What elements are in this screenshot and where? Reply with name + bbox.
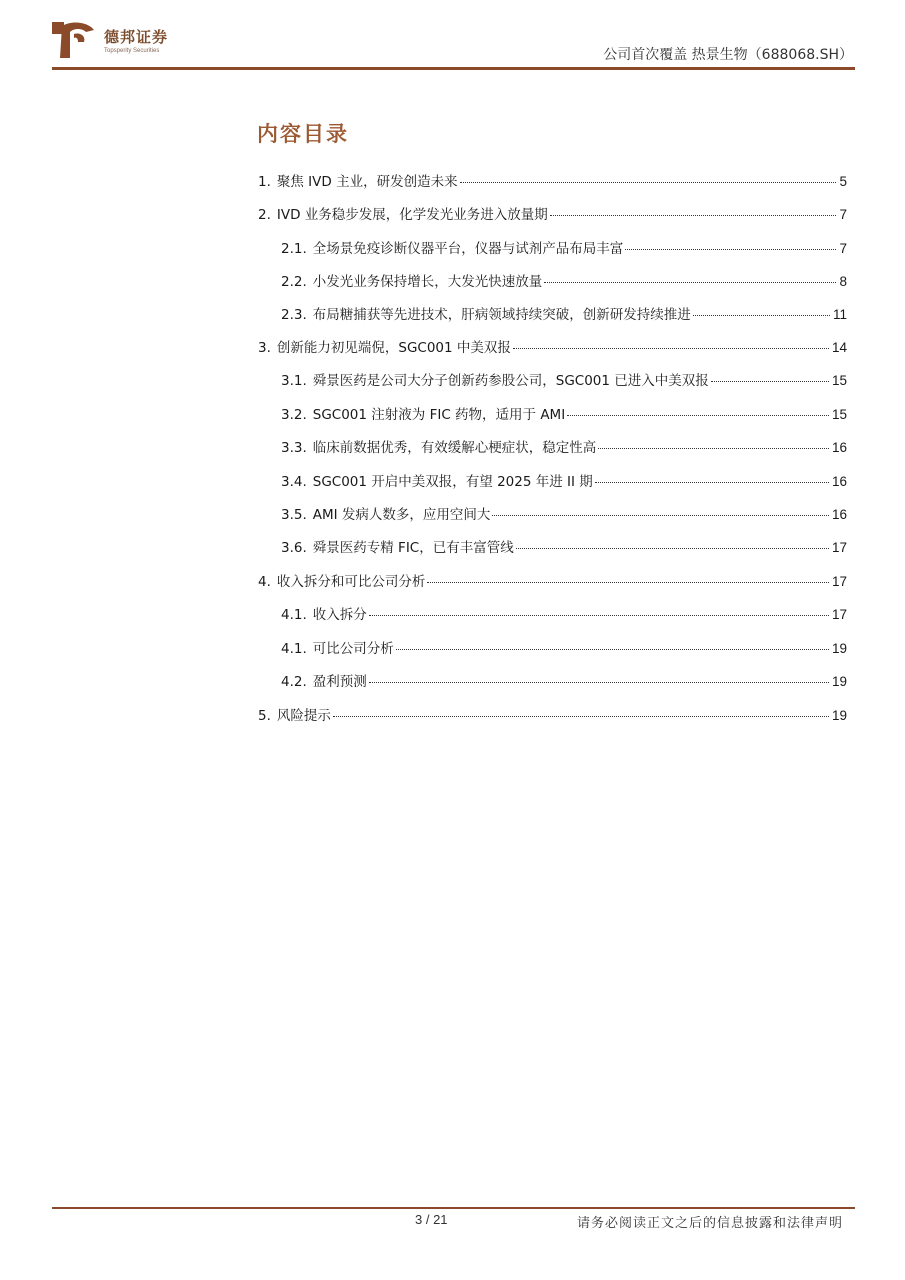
toc-entry[interactable] [281,237,847,257]
toc-entry-page: 17 [831,574,847,589]
toc-entry[interactable] [281,403,847,423]
header-divider [52,67,855,70]
toc-entry-text: 舜景医药是公司大分子创新药参股公司，SGC001 已进入中美双报 [312,373,709,389]
toc-entry-number: 3. [258,340,271,356]
toc-entry[interactable] [281,436,847,456]
toc-entry[interactable] [258,570,847,590]
toc-entry-page: 17 [831,540,847,555]
toc-entry-number: 2.1. [281,241,307,257]
toc-leader [544,282,836,283]
toc-entry-page: 17 [831,607,847,622]
toc-leader [396,649,829,650]
logo-mark-icon [52,20,96,60]
toc-leader [693,315,830,316]
report-header-title: 公司首次覆盖 热景生物（688068.SH） [603,47,853,63]
toc-entry-text: 舜景医药专精 FIC，已有丰富管线 [312,540,514,556]
toc-leader [516,548,829,549]
toc-entry-number: 2. [258,207,271,223]
toc-entry-page: 19 [831,641,847,656]
toc-entry-text: 聚焦 IVD 主业，研发创造未来 [276,174,458,190]
toc-entry-number: 5. [258,708,271,724]
toc-entry-number: 2.3. [281,307,307,323]
toc-leader [492,515,829,516]
toc-entry-page: 8 [839,274,847,289]
toc-entry-text: SGC001 注射液为 FIC 药物，适用于 AMI [312,407,566,423]
toc-entry-number: 3.5. [281,507,307,523]
toc-entry-number: 1. [258,174,271,190]
toc-entry[interactable] [281,270,847,290]
page-header [0,0,905,72]
toc-entry[interactable] [258,170,847,190]
toc-leader [369,682,829,683]
toc-entry[interactable] [281,670,847,690]
toc-entry-number: 2.2. [281,274,307,290]
toc-entry-text: SGC001 开启中美双报，有望 2025 年进 II 期 [312,474,593,490]
toc-entry-number: 4. [258,574,271,590]
toc-entry-page: 19 [831,708,847,723]
toc-entry-page: 16 [831,507,847,522]
logo-english-name: Topsperity Securities [104,48,160,54]
toc-entry-number: 3.2. [281,407,307,423]
toc-entry-page: 15 [831,407,847,422]
toc-entry[interactable] [281,470,847,490]
toc-entry[interactable] [258,336,847,356]
toc-entry[interactable] [258,704,847,724]
toc-entry[interactable] [281,303,847,323]
toc-entry-text: IVD 业务稳步发展，化学发光业务进入放量期 [276,207,548,223]
toc-leader [711,381,829,382]
toc-entry-number: 3.6. [281,540,307,556]
toc-entry[interactable] [281,503,847,523]
toc-leader [598,448,829,449]
toc-title: 内容目录 [257,122,349,146]
toc-entry-text: 风险提示 [276,708,331,724]
toc-entry[interactable] [281,536,847,556]
toc-leader [513,348,829,349]
toc-leader [567,415,829,416]
toc-leader [595,482,829,483]
toc-entry-text: 临床前数据优秀，有效缓解心梗症状，稳定性高 [312,440,597,456]
toc-entry-page: 5 [839,174,847,189]
toc-entry-text: 盈利预测 [312,674,367,690]
toc-entry-number: 4.1. [281,607,307,623]
logo-chinese-name: 德邦证券 [104,28,169,46]
toc-entry-page: 14 [831,340,847,355]
toc-entry-page: 16 [831,440,847,455]
toc-entry[interactable] [281,637,847,657]
toc-entry-text: 全场景免疫诊断仪器平台，仪器与试剂产品布局丰富 [312,241,624,257]
toc-entry-number: 4.1. [281,641,307,657]
toc-entry-text: 小发光业务保持增长，大发光快速放量 [312,274,543,290]
toc-entry-page: 15 [831,373,847,388]
toc-leader [333,716,829,717]
toc-entry-number: 3.3. [281,440,307,456]
toc-entry-text: 收入拆分和可比公司分析 [276,574,426,590]
toc-entry-number: 3.1. [281,373,307,389]
footer-page-number: 3 / 21 [415,1212,448,1227]
toc-leader [369,615,829,616]
toc-entry-text: AMI 发病人数多，应用空间大 [312,507,491,523]
toc-entry-number: 3.4. [281,474,307,490]
toc-entry-page: 7 [839,241,847,256]
toc-entry-text: 创新能力初见端倪，SGC001 中美双报 [276,340,511,356]
toc-entry-page: 16 [831,474,847,489]
toc-entry[interactable] [281,603,847,623]
toc-leader [460,182,837,183]
toc-entry-page: 11 [832,307,847,322]
toc-entry-number: 4.2. [281,674,307,690]
toc-entry[interactable] [281,369,847,389]
toc-entry-text: 布局糖捕获等先进技术，肝病领域持续突破，创新研发持续推进 [312,307,691,323]
toc-entry-page: 19 [831,674,847,689]
toc-leader [625,249,836,250]
toc-entry-page: 7 [839,207,847,222]
toc-entry[interactable] [258,203,847,223]
company-logo [52,20,182,64]
footer-disclaimer: 请务必阅读正文之后的信息披露和法律声明 [576,1216,843,1231]
toc-leader [550,215,837,216]
toc-entry-text: 收入拆分 [312,607,367,623]
toc-entry-text: 可比公司分析 [312,641,394,657]
footer-divider [52,1207,855,1209]
toc-leader [427,582,829,583]
